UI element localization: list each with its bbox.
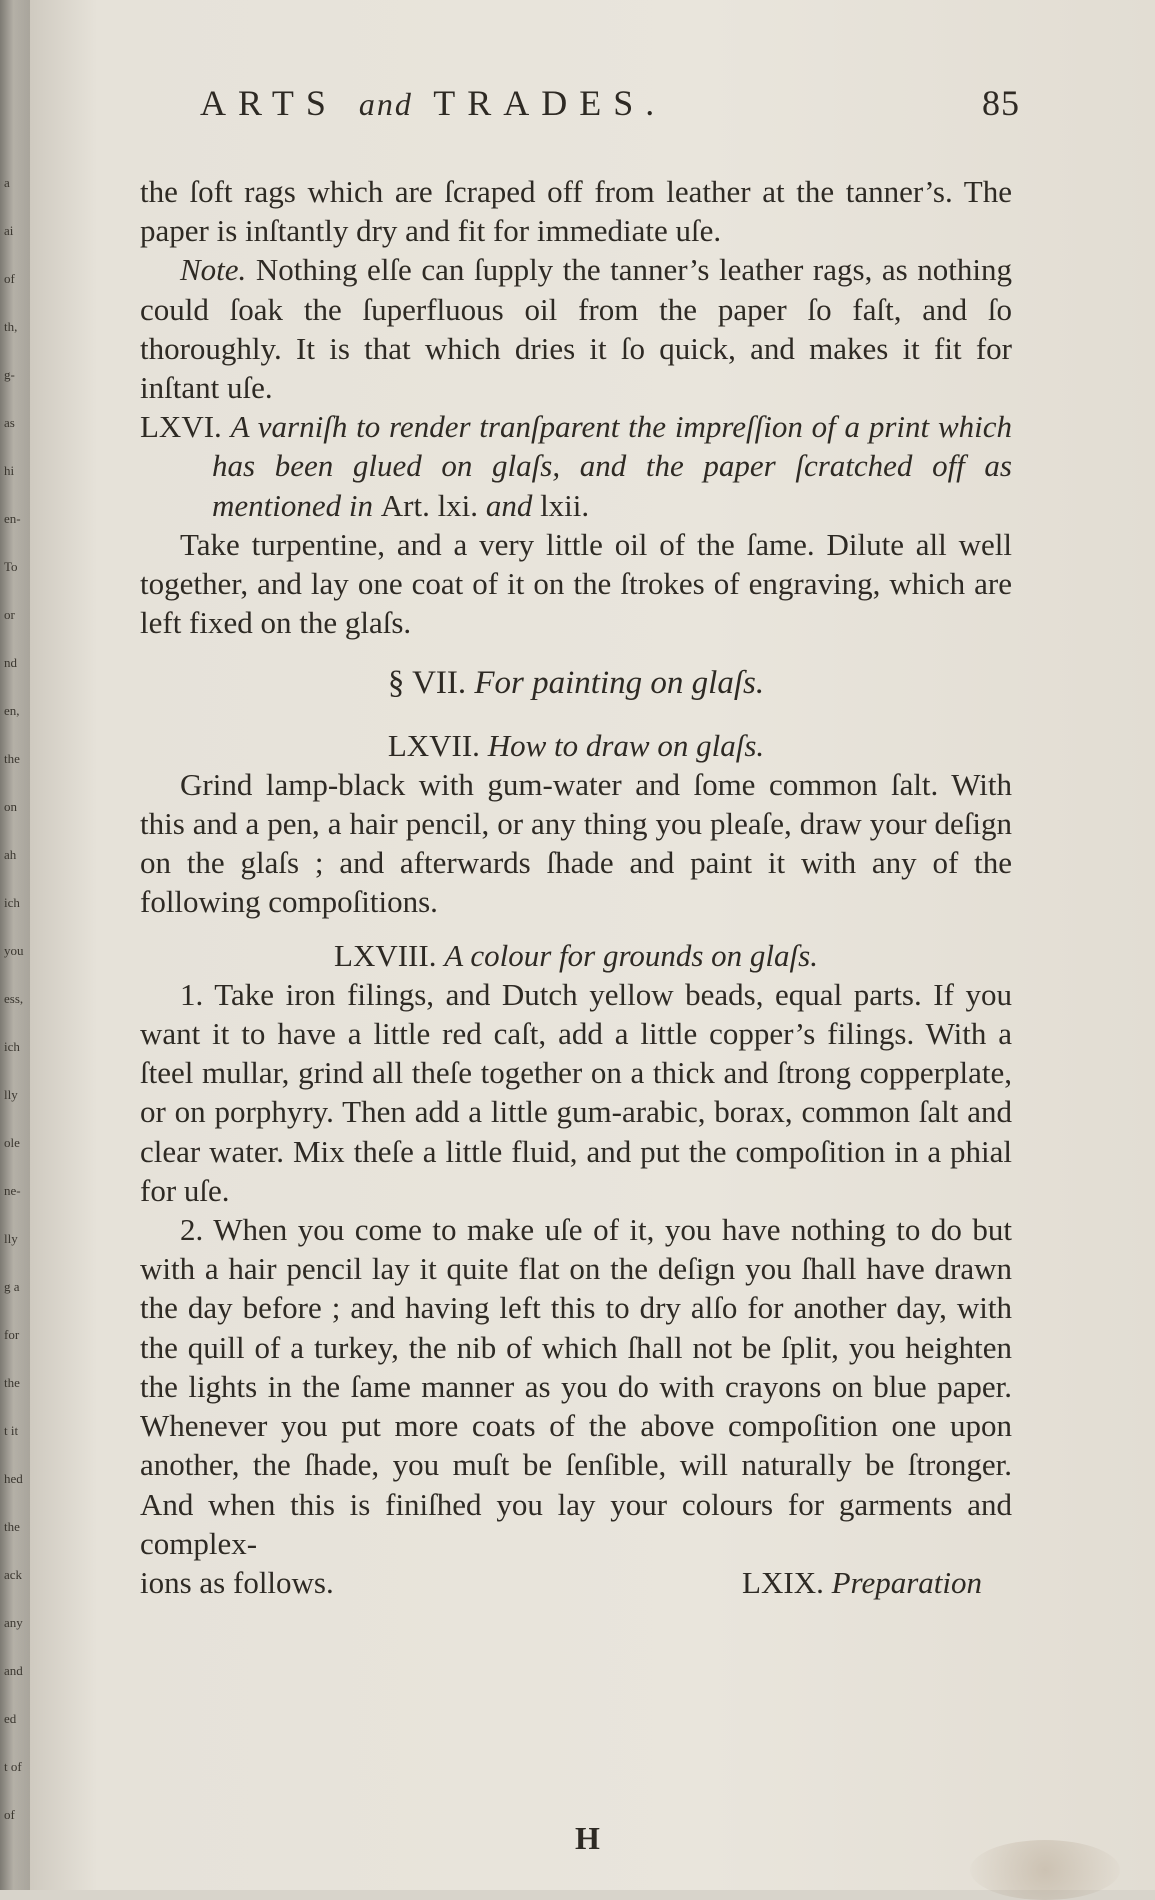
margin-fragment: ed	[4, 1711, 17, 1726]
margin-fragment: and	[4, 1663, 23, 1678]
margin-fragment: the	[4, 1519, 20, 1534]
margin-fragment: ne-	[4, 1183, 21, 1198]
article-lxviii-part-1: 1. Take iron filings, and Dutch yellow beads, equal parts. If you want it to have a little red caſt, add a little copper’s filings. With a ſteel mullar, grind all theſe together on a thick and ſtrong copperplate, or on porphyry. Then add a little gum-arabic, borax, common ſalt and clear water. Mix theſe a little fluid, and put the compoſition in a phial for uſe.	[140, 976, 1012, 1208]
paragraph-note	[140, 250, 1012, 407]
article-lxvi-heading: LXVI. A varniſh to render tranſparent the impreſſion of a print which has been glued on glaſs, and the paper ſcratched off as mentioned in Art. lxi. and lxii.	[140, 409, 1012, 523]
margin-fragment: the	[4, 1375, 20, 1390]
margin-fragment: as	[4, 415, 15, 430]
page-number: 85	[982, 83, 1020, 123]
margin-fragment: ack	[4, 1567, 23, 1582]
paragraph-continuation: the ſoft rags which are ſcraped off from leather at the tanner’s. The paper is inſtantly dry and fit for immediate uſe.	[140, 174, 1012, 249]
margin-fragment: en,	[4, 703, 20, 718]
margin-fragment: th,	[4, 319, 18, 334]
margin-fragment: t it	[4, 1423, 19, 1438]
signature-mark: H	[575, 1820, 600, 1856]
article-lxvii-body: Grind lamp-black with gum-water and ſome common ſalt. With this and a pen, a hair pencil, or any thing you pleaſe, draw your deſign on the glaſs ; and afterwards ſhade and paint it with any of the following compoſitions.	[140, 766, 1012, 920]
note-label: Note.	[180, 252, 247, 288]
margin-fragment: ah	[4, 847, 17, 862]
catchword: LXIX. Preparation	[742, 1564, 982, 1600]
note-text: Nothing elſe can ſupply the tanner’s leather rags, as nothing could ſoak the ſuperfluous oil from the paper ſo faſt, and ſo thoroughly. It is that which dries it ſo quick, and makes it fit for inſtant uſe.	[140, 252, 1012, 406]
margin-fragment: the	[4, 751, 20, 766]
margin-fragment: any	[4, 1615, 23, 1630]
running-header	[200, 82, 1020, 132]
margin-fragment: of	[4, 1807, 15, 1822]
margin-fragment: To	[4, 559, 18, 574]
margin-fragment: ole	[4, 1135, 20, 1150]
margin-fragment: ich	[4, 1039, 20, 1054]
previous-page-margin	[0, 0, 30, 1890]
margin-fragment: or	[4, 607, 15, 622]
margin-fragment: of	[4, 271, 15, 286]
last-line	[140, 1563, 1012, 1602]
margin-fragment: ai	[4, 223, 14, 238]
margin-fragment: en-	[4, 511, 21, 526]
last-line-text: ions as follows.	[140, 1564, 334, 1600]
margin-fragment: ich	[4, 895, 20, 910]
margin-fragment: hi	[4, 463, 15, 478]
margin-fragment: lly	[4, 1087, 18, 1102]
margin-fragment: t of	[4, 1759, 22, 1774]
margin-fragment: nd	[4, 655, 17, 670]
margin-fragment: hed	[4, 1471, 23, 1486]
article-lxviii-heading: LXVIII. A colour for grounds on glaſs.	[334, 937, 818, 973]
margin-fragment: you	[4, 943, 24, 958]
book-page	[30, 0, 1155, 1890]
page-body	[140, 172, 1012, 1602]
margin-fragment: g a	[4, 1279, 20, 1294]
page-stain	[970, 1840, 1120, 1900]
margin-fragment: ess,	[4, 991, 24, 1006]
margin-fragment: a	[4, 175, 10, 190]
margin-fragment: lly	[4, 1231, 18, 1246]
running-title: ARTS and TRADES.	[200, 83, 667, 123]
margin-fragment: for	[4, 1327, 20, 1342]
margin-fragment: g-	[4, 367, 15, 382]
margin-fragment: on	[4, 799, 17, 814]
article-lxvii-heading: LXVII. How to draw on glaſs.	[387, 727, 765, 763]
article-lxviii-part-2: 2. When you come to make uſe of it, you have nothing to do but with a hair pencil lay it quite flat on the deſign you ſhall have drawn the day before ; and having left this to dry alſo for another day, with the quill of a turkey, the nib of which ſhall not be ſplit, you heighten the lights in the ſame manner as you do with crayons on blue paper. Whenever you put more coats of the above compoſition one upon another, the ſhade, you muſt be ſenſible, will naturally be ſtronger. And when this is finiſhed you lay your colours for garments and complex-	[140, 1212, 1012, 1561]
section-heading: § VII. For painting on glaſs.	[387, 665, 765, 702]
article-lxvi-body: Take turpentine, and a very little oil of the ſame. Dilute all well together, and lay one coat of it on the ſtrokes of engraving, which are left fixed on the glaſs.	[140, 526, 1012, 641]
